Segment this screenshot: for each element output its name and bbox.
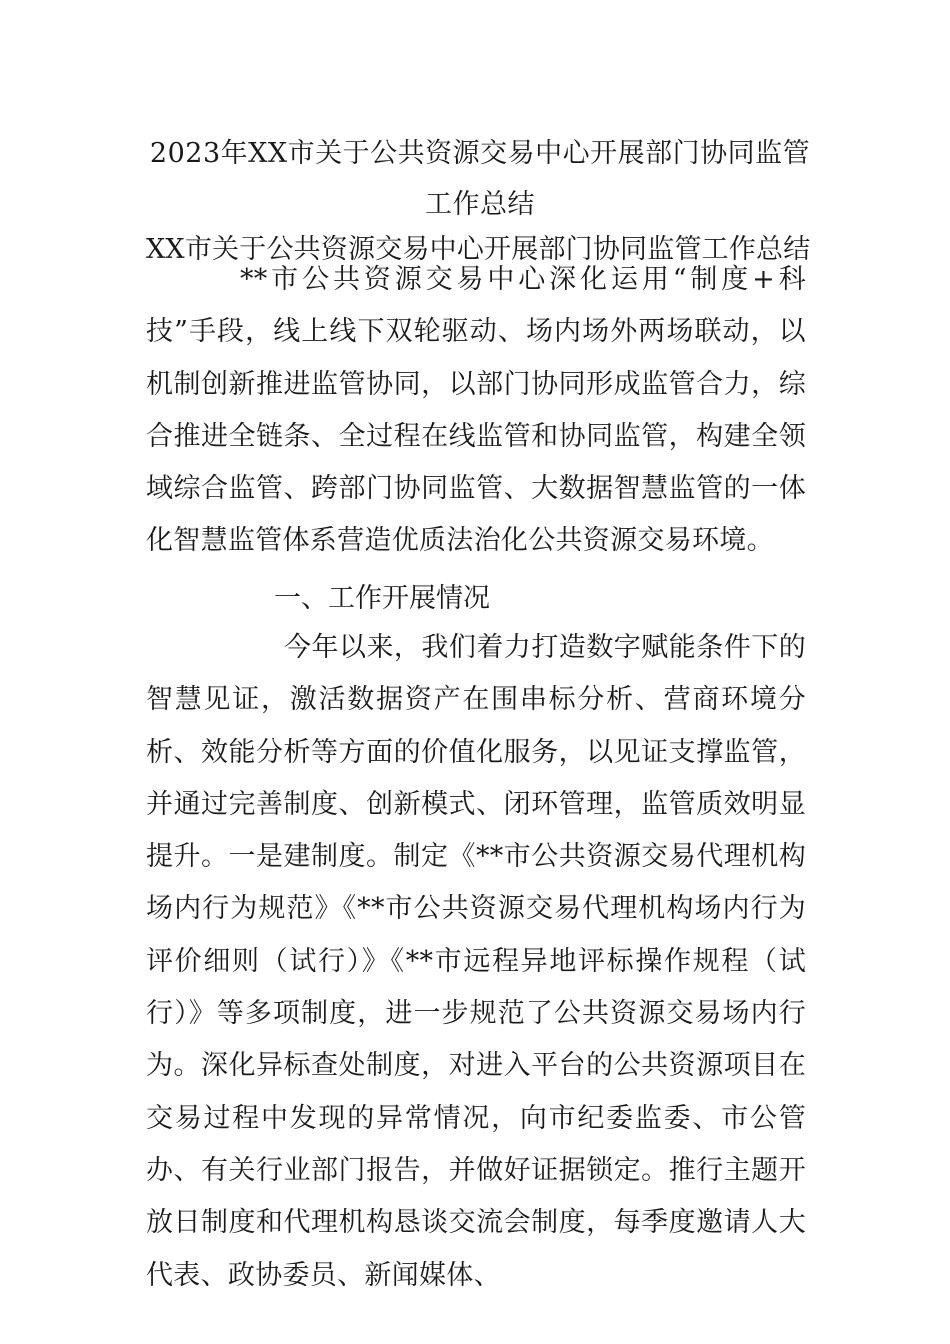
section-paragraph: 今年以来，我们着力打造数字赋能条件下的智慧见证，激活数据资产在围串标分析、营商环境分析、效能分析等方面的价值化服务，以见证支撑监管，并通过完善制度、创新模式、闭环管理，监管质效明显提升。一是建制度。制定《**市公共资源交易代理机构场内行为规范》《**市公共资源交易代理机构场内行为评价细则（试行）》《**市远程异地评标操作规程（试行）》等多项制度，进一步规范了公共资源交易场内行为。深化异标查处制度，对进入平台的公共资源项目在交易过程中发现的异常情况，向市纪委监委、市公管办、有关行业部门报告，并做好证据锁定。推行主题开放日制度和代理机构恳谈交流会制度，每季度邀请人大代表、政协委员、新闻媒体、	[146, 632, 806, 1291]
section-heading: 一、工作开展情况	[274, 583, 490, 614]
intro-paragraph: **市公共资源交易中心深化运用“制度+科技”手段，线上线下双轮驱动、场内场外两场联动，以机制创新推进监管协同，以部门协同形成监管合力，综合推进全链条、全过程在线监管和协同监管，构建全领域综合监管、跨部门协同监管、大数据智慧监管的一体化智慧监管体系营造优质法治化公共资源交易环境。	[146, 264, 806, 557]
document-title: 2023年XX市关于公共资源交易中心开展部门协同监管工作总结	[149, 138, 811, 220]
document-subtitle: XX市关于公共资源交易中心开展部门协同监管工作总结	[146, 234, 811, 265]
